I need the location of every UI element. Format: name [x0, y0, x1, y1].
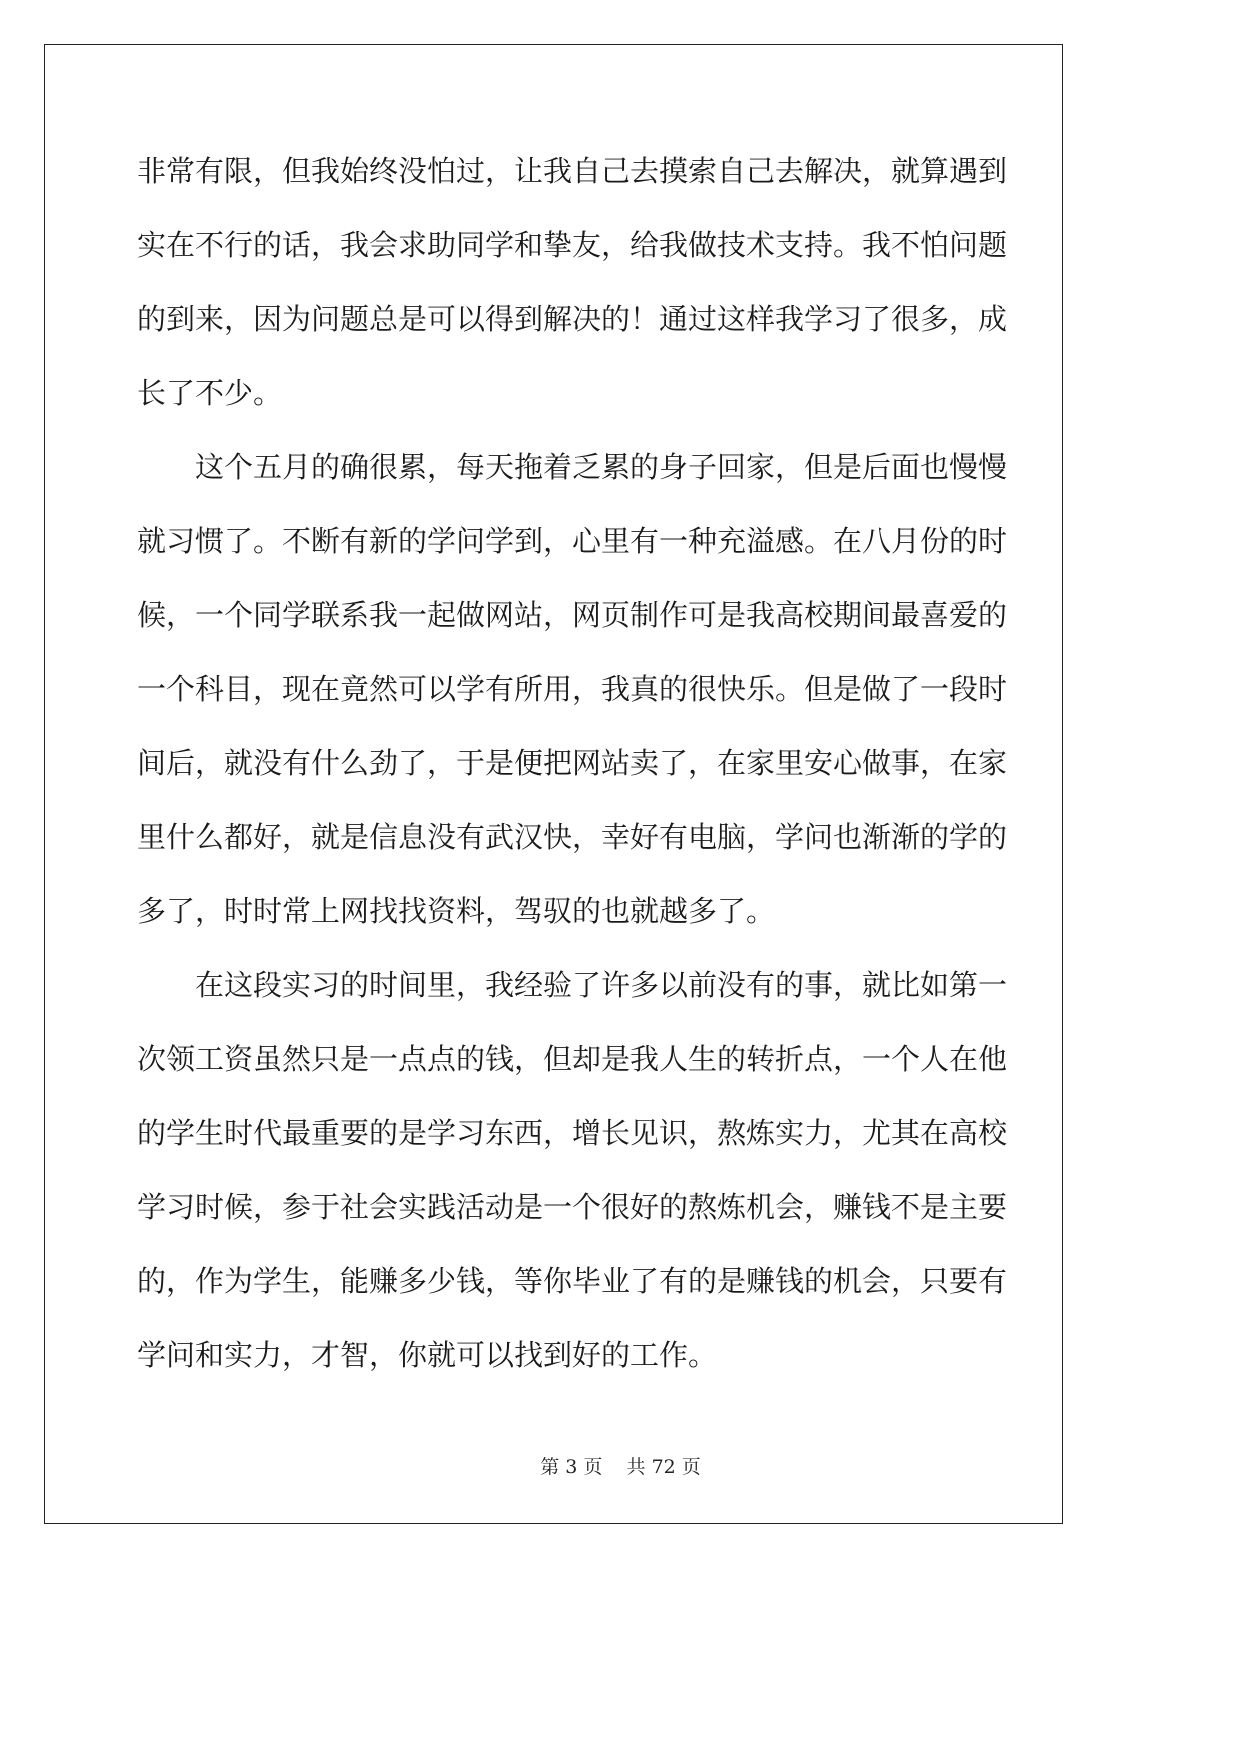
text-line: 非常有限，但我始终没怕过，让我自己去摸索自己去解决，就算遇到	[137, 154, 1008, 188]
text-line: 候，一个同学联系我一起做网站，网页制作可是我高校期间最喜爱的	[137, 598, 1008, 632]
text-line: 长了不少。	[137, 376, 283, 410]
text-line: 的学生时代最重要的是学习东西，增长见识，熬炼实力，尤其在高校	[137, 1116, 1008, 1150]
text-line: 的，作为学生，能赚多少钱，等你毕业了有的是赚钱的机会，只要有	[137, 1264, 1008, 1298]
text-line: 间后，就没有什么劲了，于是便把网站卖了，在家里安心做事，在家	[137, 746, 1008, 780]
text-line: 实在不行的话，我会求助同学和挚友，给我做技术支持。我不怕问题	[137, 228, 1008, 262]
text-line: 学习时候，参于社会实践活动是一个很好的熬炼机会，赚钱不是主要	[137, 1190, 1008, 1224]
page-number-footer: 第 3 页 共 72 页	[540, 1456, 701, 1478]
text-line: 在这段实习的时间里，我经验了许多以前没有的事，就比如第一	[195, 968, 1008, 1002]
text-line: 里什么都好，就是信息没有武汉快，幸好有电脑，学问也渐渐的学的	[137, 820, 1008, 854]
text-line: 的到来，因为问题总是可以得到解决的！通过这样我学习了很多，成	[137, 302, 1008, 336]
text-line: 一个科目，现在竟然可以学有所用，我真的很快乐。但是做了一段时	[137, 672, 1008, 706]
text-line: 多了，时时常上网找找资料，驾驭的也就越多了。	[137, 894, 776, 928]
text-line: 就习惯了。不断有新的学问学到，心里有一种充溢感。在八月份的时	[137, 524, 1008, 558]
text-line: 次领工资虽然只是一点点的钱，但却是我人生的转折点，一个人在他	[137, 1042, 1008, 1076]
text-line: 这个五月的确很累，每天拖着乏累的身子回家，但是后面也慢慢	[195, 450, 1008, 484]
text-line: 学问和实力，才智，你就可以找到好的工作。	[137, 1338, 718, 1372]
document-body	[137, 134, 1008, 1392]
